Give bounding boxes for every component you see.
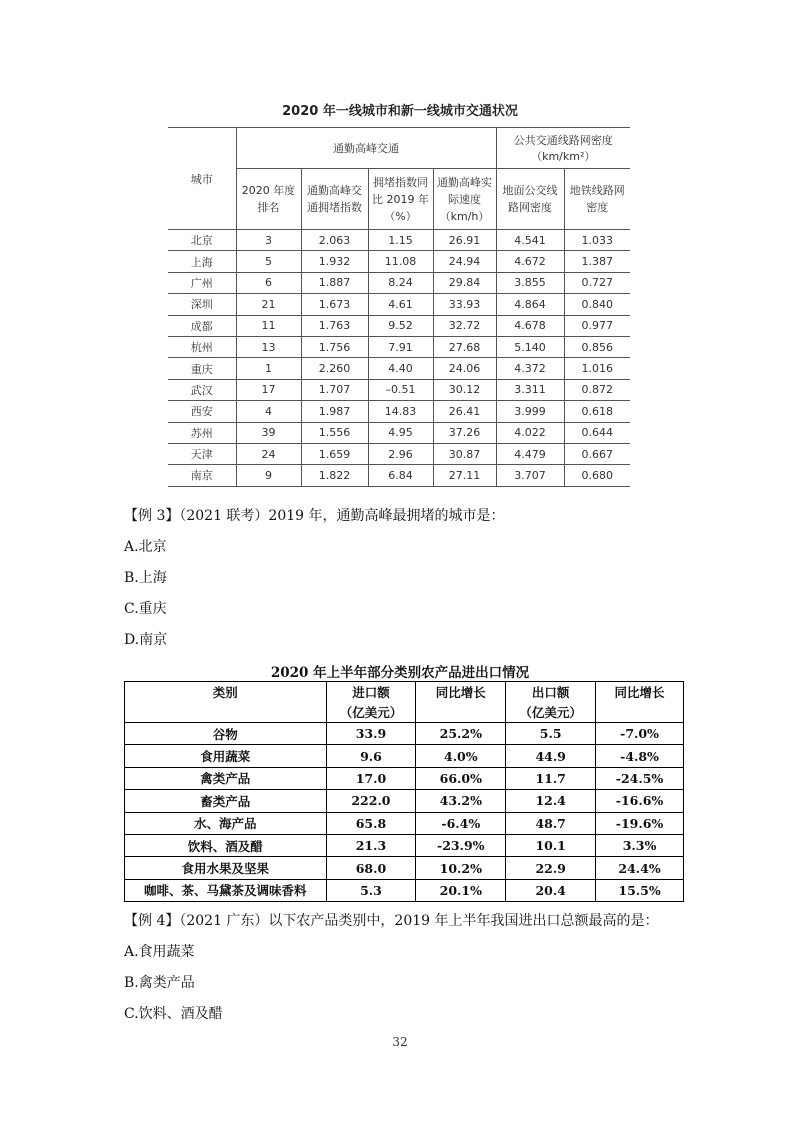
cell-import-growth: 25.2% bbox=[416, 723, 506, 745]
cell-rank: 39 bbox=[236, 422, 301, 443]
cell-city: 重庆 bbox=[168, 358, 236, 379]
cell-import: 17.0 bbox=[326, 767, 416, 789]
cell-category: 水、海产品 bbox=[125, 812, 327, 834]
cell-export-growth: 24.4% bbox=[596, 857, 684, 879]
cell-congestion-index: 1.707 bbox=[301, 379, 368, 400]
cell-city: 苏州 bbox=[168, 422, 236, 443]
cell-rank: 11 bbox=[236, 315, 301, 336]
cell-bus-density: 4.864 bbox=[496, 294, 564, 315]
cell-export-growth: -19.6% bbox=[596, 812, 684, 834]
cell-metro-density: 1.033 bbox=[564, 230, 630, 251]
table-row bbox=[168, 251, 630, 272]
header-congestion-index: 通勤高峰交 通拥堵指数 bbox=[301, 169, 368, 230]
cell-metro-density: 0.856 bbox=[564, 336, 630, 357]
cell-index-change: 9.52 bbox=[368, 315, 433, 336]
table2-title: 2020 年上半年部分类别农产品进出口情况 bbox=[270, 665, 530, 681]
cell-bus-density: 3.311 bbox=[496, 379, 564, 400]
table-row bbox=[168, 465, 630, 486]
cell-export-growth: 3.3% bbox=[596, 834, 684, 856]
table-row bbox=[168, 443, 630, 464]
table-row bbox=[125, 834, 684, 856]
cell-category: 食用水果及坚果 bbox=[125, 857, 327, 879]
table-row bbox=[168, 358, 630, 379]
cell-bus-density: 4.022 bbox=[496, 422, 564, 443]
cell-bus-density: 3.855 bbox=[496, 272, 564, 293]
cell-rank: 4 bbox=[236, 401, 301, 422]
cell-bus-density: 3.999 bbox=[496, 401, 564, 422]
cell-import-growth: -6.4% bbox=[416, 812, 506, 834]
cell-import-growth: -23.9% bbox=[416, 834, 506, 856]
table-row bbox=[125, 723, 684, 745]
cell-import-growth: 10.2% bbox=[416, 857, 506, 879]
table-row bbox=[168, 336, 630, 357]
cell-peak-speed: 30.12 bbox=[433, 379, 496, 400]
example3-option-a: A.北京 bbox=[124, 539, 167, 555]
traffic-table bbox=[168, 127, 630, 487]
cell-peak-speed: 27.68 bbox=[433, 336, 496, 357]
cell-metro-density: 0.618 bbox=[564, 401, 630, 422]
cell-congestion-index: 1.556 bbox=[301, 422, 368, 443]
cell-peak-speed: 29.84 bbox=[433, 272, 496, 293]
cell-bus-density: 4.479 bbox=[496, 443, 564, 464]
cell-rank: 1 bbox=[236, 358, 301, 379]
cell-bus-density: 4.672 bbox=[496, 251, 564, 272]
cell-congestion-index: 1.659 bbox=[301, 443, 368, 464]
cell-city: 成都 bbox=[168, 315, 236, 336]
cell-metro-density: 1.387 bbox=[564, 251, 630, 272]
cell-metro-density: 0.667 bbox=[564, 443, 630, 464]
cell-peak-speed: 37.26 bbox=[433, 422, 496, 443]
cell-export: 20.4 bbox=[506, 879, 596, 901]
cell-peak-speed: 24.94 bbox=[433, 251, 496, 272]
cell-category: 畜类产品 bbox=[125, 790, 327, 812]
cell-metro-density: 0.727 bbox=[564, 272, 630, 293]
cell-index-change: 1.15 bbox=[368, 230, 433, 251]
cell-import: 21.3 bbox=[326, 834, 416, 856]
cell-export: 22.9 bbox=[506, 857, 596, 879]
header-export: 出口额 bbox=[506, 682, 596, 703]
cell-bus-density: 4.678 bbox=[496, 315, 564, 336]
cell-index-change: 6.84 bbox=[368, 465, 433, 486]
cell-index-change: 14.83 bbox=[368, 401, 433, 422]
table-row bbox=[125, 857, 684, 879]
cell-index-change: 7.91 bbox=[368, 336, 433, 357]
cell-export: 12.4 bbox=[506, 790, 596, 812]
cell-index-change: 4.40 bbox=[368, 358, 433, 379]
cell-import: 65.8 bbox=[326, 812, 416, 834]
cell-rank: 24 bbox=[236, 443, 301, 464]
cell-congestion-index: 2.063 bbox=[301, 230, 368, 251]
example4-option-c: C.饮料、酒及醋 bbox=[124, 1006, 223, 1022]
cell-peak-speed: 27.11 bbox=[433, 465, 496, 486]
cell-congestion-index: 1.756 bbox=[301, 336, 368, 357]
cell-category: 谷物 bbox=[125, 723, 327, 745]
cell-import: 68.0 bbox=[326, 857, 416, 879]
cell-rank: 17 bbox=[236, 379, 301, 400]
table-row bbox=[125, 745, 684, 767]
cell-metro-density: 0.872 bbox=[564, 379, 630, 400]
cell-city: 上海 bbox=[168, 251, 236, 272]
header-export-growth: 同比增长 bbox=[596, 682, 684, 703]
cell-peak-speed: 26.41 bbox=[433, 401, 496, 422]
cell-city: 深圳 bbox=[168, 294, 236, 315]
cell-metro-density: 0.680 bbox=[564, 465, 630, 486]
header-import-unit: （亿美元） bbox=[326, 702, 416, 723]
header-group-network: 公共交通线路网密度 （km/km²） bbox=[496, 128, 630, 169]
table-row bbox=[168, 230, 630, 251]
cell-city: 广州 bbox=[168, 272, 236, 293]
cell-metro-density: 1.016 bbox=[564, 358, 630, 379]
example3-option-b: B.上海 bbox=[124, 570, 167, 586]
cell-metro-density: 0.977 bbox=[564, 315, 630, 336]
agri-trade-table bbox=[124, 681, 684, 902]
cell-congestion-index: 1.932 bbox=[301, 251, 368, 272]
cell-export-growth: -7.0% bbox=[596, 723, 684, 745]
cell-index-change: 11.08 bbox=[368, 251, 433, 272]
header-export-unit: （亿美元） bbox=[506, 702, 596, 723]
cell-rank: 21 bbox=[236, 294, 301, 315]
cell-export-growth: -24.5% bbox=[596, 767, 684, 789]
cell-congestion-index: 1.822 bbox=[301, 465, 368, 486]
cell-import: 222.0 bbox=[326, 790, 416, 812]
cell-index-change: 2.96 bbox=[368, 443, 433, 464]
header-group-peak: 通勤高峰交通 bbox=[236, 128, 496, 169]
cell-import-growth: 66.0% bbox=[416, 767, 506, 789]
cell-congestion-index: 1.887 bbox=[301, 272, 368, 293]
header-peak-speed: 通勤高峰实 际速度 （km/h） bbox=[433, 169, 496, 230]
header-category: 类别 bbox=[125, 682, 327, 703]
example3-option-c: C.重庆 bbox=[124, 601, 167, 617]
cell-bus-density: 4.541 bbox=[496, 230, 564, 251]
cell-peak-speed: 26.91 bbox=[433, 230, 496, 251]
cell-category: 禽类产品 bbox=[125, 767, 327, 789]
table-row bbox=[168, 379, 630, 400]
header-import-growth: 同比增长 bbox=[416, 682, 506, 703]
example3-option-d: D.南京 bbox=[124, 632, 168, 648]
table-row bbox=[125, 812, 684, 834]
example4-option-a: A.食用蔬菜 bbox=[124, 944, 195, 960]
cell-export: 48.7 bbox=[506, 812, 596, 834]
header-import: 进口额 bbox=[326, 682, 416, 703]
cell-rank: 5 bbox=[236, 251, 301, 272]
cell-index-change: 8.24 bbox=[368, 272, 433, 293]
cell-import: 9.6 bbox=[326, 745, 416, 767]
cell-export-growth: -16.6% bbox=[596, 790, 684, 812]
cell-import-growth: 4.0% bbox=[416, 745, 506, 767]
cell-bus-density: 5.140 bbox=[496, 336, 564, 357]
cell-peak-speed: 30.87 bbox=[433, 443, 496, 464]
cell-export-growth: 15.5% bbox=[596, 879, 684, 901]
table-row bbox=[168, 272, 630, 293]
cell-city: 北京 bbox=[168, 230, 236, 251]
cell-congestion-index: 2.260 bbox=[301, 358, 368, 379]
cell-index-change: –0.51 bbox=[368, 379, 433, 400]
cell-index-change: 4.61 bbox=[368, 294, 433, 315]
cell-import-growth: 20.1% bbox=[416, 879, 506, 901]
cell-bus-density: 3.707 bbox=[496, 465, 564, 486]
cell-peak-speed: 32.72 bbox=[433, 315, 496, 336]
cell-bus-density: 4.372 bbox=[496, 358, 564, 379]
cell-city: 南京 bbox=[168, 465, 236, 486]
cell-city: 武汉 bbox=[168, 379, 236, 400]
cell-rank: 3 bbox=[236, 230, 301, 251]
table-row bbox=[125, 790, 684, 812]
cell-export: 44.9 bbox=[506, 745, 596, 767]
table1-title: 2020 年一线城市和新一线城市交通状况 bbox=[282, 104, 518, 119]
cell-export-growth: -4.8% bbox=[596, 745, 684, 767]
cell-import: 33.9 bbox=[326, 723, 416, 745]
cell-peak-speed: 24.06 bbox=[433, 358, 496, 379]
cell-category: 食用蔬菜 bbox=[125, 745, 327, 767]
example3-question: 【例 3】（2021 联考）2019 年，通勤高峰最拥堵的城市是： bbox=[124, 508, 505, 524]
cell-export: 11.7 bbox=[506, 767, 596, 789]
header-bus-density: 地面公交线 路网密度 bbox=[496, 169, 564, 230]
cell-rank: 13 bbox=[236, 336, 301, 357]
table-row bbox=[168, 315, 630, 336]
cell-city: 杭州 bbox=[168, 336, 236, 357]
page-number: 32 bbox=[392, 1035, 408, 1049]
cell-rank: 6 bbox=[236, 272, 301, 293]
example4-option-b: B.禽类产品 bbox=[124, 975, 195, 991]
header-city: 城市 bbox=[168, 128, 236, 230]
cell-export: 5.5 bbox=[506, 723, 596, 745]
cell-import: 5.3 bbox=[326, 879, 416, 901]
cell-congestion-index: 1.987 bbox=[301, 401, 368, 422]
example4-question: 【例 4】（2021 广东）以下农产品类别中，2019 年上半年我国进出口总额最高的是： bbox=[124, 913, 659, 929]
cell-congestion-index: 1.673 bbox=[301, 294, 368, 315]
header-metro-density: 地铁线路网 密度 bbox=[564, 169, 630, 230]
header-rank: 2020 年度 排名 bbox=[236, 169, 301, 230]
table-row bbox=[125, 879, 684, 901]
cell-city: 天津 bbox=[168, 443, 236, 464]
cell-peak-speed: 33.93 bbox=[433, 294, 496, 315]
table-row bbox=[168, 294, 630, 315]
header-index-change: 拥堵指数同 比 2019 年 （%） bbox=[368, 169, 433, 230]
table-row bbox=[168, 401, 630, 422]
cell-import-growth: 43.2% bbox=[416, 790, 506, 812]
cell-metro-density: 0.840 bbox=[564, 294, 630, 315]
cell-index-change: 4.95 bbox=[368, 422, 433, 443]
cell-export: 10.1 bbox=[506, 834, 596, 856]
cell-rank: 9 bbox=[236, 465, 301, 486]
cell-category: 咖啡、茶、马黛茶及调味香料 bbox=[125, 879, 327, 901]
cell-category: 饮料、酒及醋 bbox=[125, 834, 327, 856]
cell-congestion-index: 1.763 bbox=[301, 315, 368, 336]
table-row bbox=[125, 767, 684, 789]
table-row bbox=[168, 422, 630, 443]
cell-metro-density: 0.644 bbox=[564, 422, 630, 443]
cell-city: 西安 bbox=[168, 401, 236, 422]
